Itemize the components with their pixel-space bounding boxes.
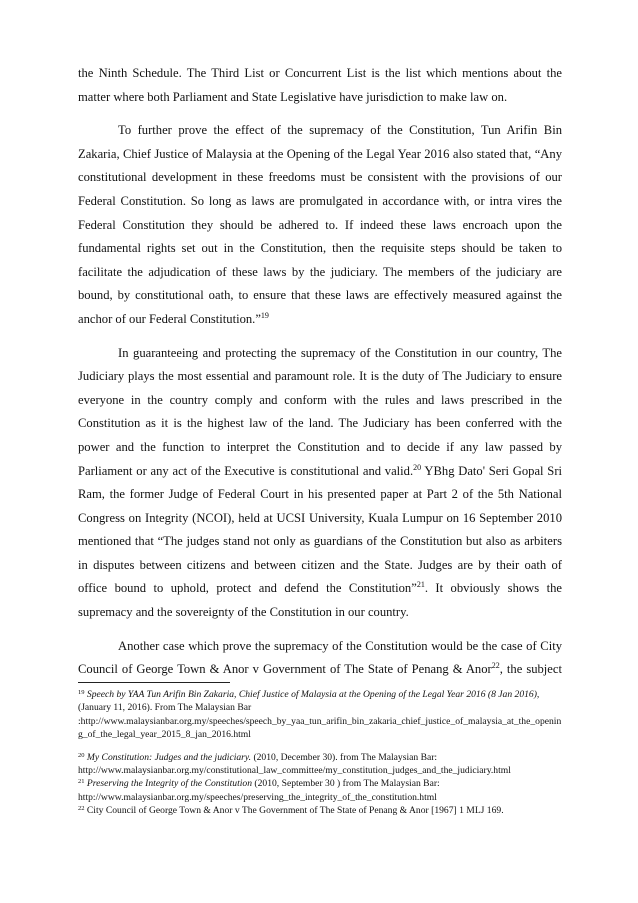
text-line: To further prove the effect of the supremacy of the Constitution, Tun Arifin Bin bbox=[118, 123, 562, 138]
text-line: Federal Constitution. So long as laws are promulgated in accordance with, or intra vires the bbox=[78, 193, 562, 208]
text-run: . It obviously shows the bbox=[424, 581, 563, 596]
footnote-22 bbox=[78, 804, 562, 817]
text-line: Congress on Integrity (NCOI), held at UCSI University, Kuala Lumpur on 16 September 2010 bbox=[78, 510, 562, 525]
footnote-link[interactable]: http://www.malaysianbar.org.my/constitutional_law_committee/my_constitution_judges_and_the_judiciary.html bbox=[78, 765, 511, 777]
footnote-title: Speech by YAA Tun Arifin Bin Zakaria, Chief Justice of Malaysia at the Opening of the Legal Year 2016 (8 Jan 2016), bbox=[86, 689, 540, 700]
text-line: matter where both Parliament and State Legislative have jurisdiction to make law on. bbox=[78, 89, 508, 104]
text-line bbox=[78, 658, 562, 682]
text-line: fundamental rights set out in the Constitution, then the requisite steps should be taken to bbox=[78, 241, 562, 256]
paragraph-2 bbox=[78, 119, 562, 331]
text-line bbox=[78, 460, 562, 484]
text-line: bound, by constitutional oath, to ensure that these laws are effectively measured against the bbox=[78, 288, 562, 303]
text-line: constitutional development in these freedoms must be consistent with the provisions of our bbox=[78, 170, 562, 185]
footnote-20 bbox=[78, 751, 562, 778]
text-line bbox=[78, 308, 562, 332]
text-line: Another case which prove the supremacy of the Constitution would be the case of City bbox=[118, 638, 562, 653]
text-line: the Ninth Schedule. The Third List or Concurrent List is the list which mentions about the bbox=[78, 66, 562, 80]
footnote-ref-22[interactable]: 22 bbox=[491, 661, 500, 671]
footnote-text: (January 11, 2016). From The Malaysian Bar bbox=[78, 702, 252, 714]
footnote-ref-19[interactable]: 19 bbox=[260, 310, 269, 320]
footnote-19 bbox=[78, 688, 562, 742]
text-line: power and the function to interpret the Constitution and to decide if any law passed by bbox=[78, 439, 562, 454]
text-line: Zakaria, Chief Justice of Malaysia at the Opening of the Legal Year 2016 also stated that, “Any bbox=[78, 146, 562, 161]
footnote-link[interactable]: :http://www.malaysianbar.org.my/speeches/speech_by_yaa_tun_arifin_bin_zakaria_chief_justice_of_malaysia_at_the_opening_of_the_legal_year_2015_8_jan_2016.html bbox=[78, 715, 562, 741]
footnote-title: Preserving the Integrity of the Constitution bbox=[86, 778, 253, 790]
footnote-ref-21[interactable]: 21 bbox=[416, 580, 425, 590]
text-line: mentioned that “The judges stand not only as guardians of the Constitution but also as arbiters bbox=[78, 534, 562, 549]
paragraph-1 bbox=[78, 62, 562, 109]
text-run: Council of George Town & Anor v Government of The State of Penang & Anor bbox=[78, 662, 492, 677]
text-line: Ram, the former Judge of Federal Court in his presented paper at Part 2 of the 5th National bbox=[78, 487, 562, 502]
footnote-title: My Constitution: Judges and the judiciary. bbox=[86, 751, 252, 763]
text-run: , the subject bbox=[499, 662, 562, 677]
footnote-separator bbox=[78, 682, 230, 683]
footnote-number: 21 bbox=[78, 778, 85, 786]
footnote-text: (2010, December 30). from The Malaysian Bar: bbox=[251, 751, 438, 763]
footnote-21 bbox=[78, 777, 562, 804]
footnote-number: 22 bbox=[78, 805, 85, 813]
footnote-link[interactable]: http://www.malaysianbar.org.my/speeches/preserving_the_integrity_of_the_constitution.html bbox=[78, 791, 437, 803]
text-run: anchor of our Federal Constitution.” bbox=[78, 311, 261, 326]
text-line: Judiciary plays the most essential and paramount role. It is the duty of The Judiciary to ensure bbox=[78, 369, 562, 384]
footnote-text: (2010, September 30 ) from The Malaysian Bar: bbox=[252, 778, 440, 790]
footnote-text: City Council of George Town & Anor v The Government of The State of Penang & Anor [1967] 1 MLJ 169. bbox=[86, 805, 504, 817]
paragraph-4 bbox=[78, 635, 562, 682]
text-run: YBhg Dato' Seri Gopal Sri bbox=[421, 463, 563, 478]
footnotes bbox=[78, 688, 562, 818]
footnote-number: 20 bbox=[78, 751, 85, 759]
text-run: Parliament or any act of the Executive is constitutional and valid. bbox=[78, 463, 414, 478]
text-line: facilitate the adjudication of these laws by the judiciary. The members of the judiciary are bbox=[78, 264, 562, 279]
text-line: In guaranteeing and protecting the supremacy of the Constitution in our country, The bbox=[118, 345, 562, 360]
text-line: Federal Constitution they should be adhered to. If indeed these laws encroach upon the bbox=[78, 217, 562, 232]
text-line bbox=[78, 577, 562, 601]
text-line: supremacy and the sovereignty of the Constitution in our country. bbox=[78, 605, 409, 620]
text-run: office bound to uphold, protect and defend the Constitution” bbox=[78, 581, 417, 596]
body-text bbox=[78, 62, 562, 682]
text-line: everyone in the country comply and conform with the rules and laws prescribed in the bbox=[78, 392, 562, 407]
text-line: Constitution as it is the highest law of the land. The Judiciary has been conferred with the bbox=[78, 416, 562, 431]
paragraph-3 bbox=[78, 342, 562, 625]
footnote-ref-20[interactable]: 20 bbox=[413, 462, 422, 472]
footnote-number: 19 bbox=[78, 689, 85, 696]
text-line: in disputes between citizens and between citizen and the State. Judges are by their oath of bbox=[78, 557, 562, 572]
